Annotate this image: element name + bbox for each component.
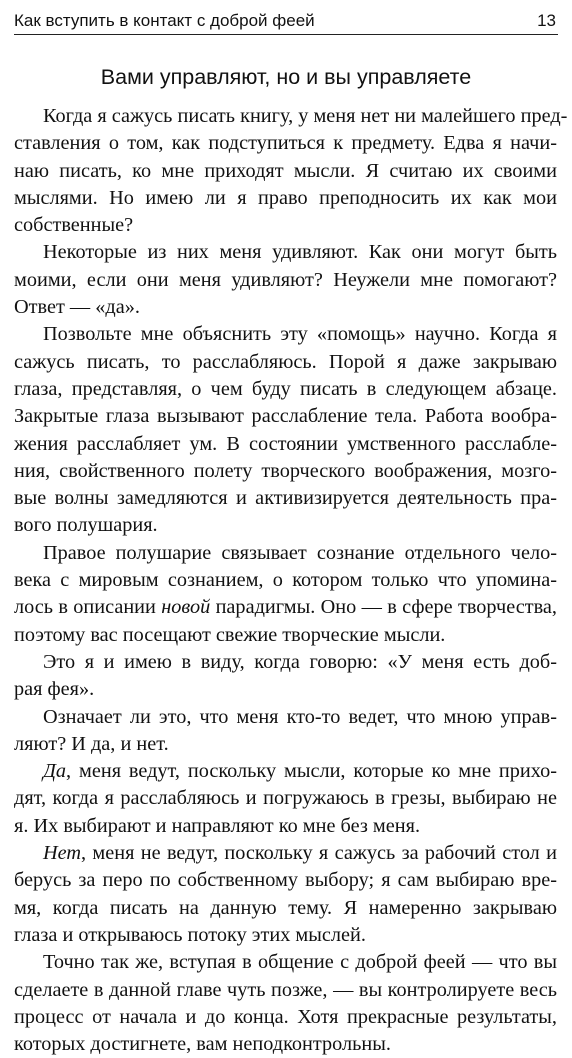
text-line: сделаете в данной главе чуть позже, — вы контролируете весь [14,978,557,1001]
section-title: Вами управляют, но и вы управляете [100,65,472,89]
text-line: рая фея». [14,678,95,701]
text-line: ляют? И да, и нет. [14,732,169,755]
text-line: века с мировым сознанием, о котором только что упомина- [14,569,557,592]
text-line [14,594,557,621]
text-fragment: Оно — в сфере творчества, [320,596,557,619]
text-line: Когда я сажусь писать книгу, у меня нет ни малейшего пред- [43,105,568,127]
text-line: берусь за перо по собственному выбору; я сам выбираю вре- [14,869,557,892]
text-line: Это я и имею в виду, когда говорю: «У меня есть доб- [43,650,557,673]
text-line: глаза и открываюсь потоку этих мыслей. [14,923,366,946]
text-line: Ответ — «да». [14,296,140,319]
body-text [14,103,568,1058]
text-line: дят, когда я расслабляюсь и погружаюсь в грезы, выбираю не [14,787,557,810]
paragraph [14,649,557,704]
text-fragment: лось в описании [14,596,162,619]
text-line: наю писать, ко мне приходят мысли. Я считаю их своими [14,159,557,182]
text-line: Некоторые из них меня удивляют. Как они могут быть [43,241,557,264]
text-line [14,840,557,867]
paragraph [14,840,557,949]
text-fragment: , меня ведут, поскольку мысли, которые ко мне прихо- [66,760,557,783]
paragraph [14,758,557,840]
text-line: которых достигнете, вам неподконтрольны. [14,1033,391,1056]
running-head-title: Как вступить в контакт с доброй феей [14,11,315,30]
text-line: ния, свойственного полету творческого воображения, мозго- [14,459,557,482]
text-line: Закрытые глаза вызывают расслабление тела. Работа вообра- [14,405,557,428]
text-line: ставления о том, как подступиться к предмету. Едва я начи- [14,132,557,155]
paragraph [14,949,557,1058]
text-fragment: , меня не ведут, поскольку я сажусь за рабочий стол и [81,842,557,865]
text-line: Позвольте мне объяснить эту «помощь» научно. Когда я [43,323,557,346]
text-line: Правое полушарие связывает сознание отдельного чело- [43,541,557,564]
paragraph [14,540,557,649]
text-line: собственные? [14,214,134,237]
italic-emphasis: Да [43,760,67,783]
text-line: процесс от начала и до конца. Хотя прекрасные результаты, [14,1005,557,1028]
text-line [14,758,557,785]
paragraph [14,239,557,321]
text-line: глаза, представляя, о чем буду писать в следующем абзаце. [14,377,557,400]
italic-emphasis: Нет [43,842,82,865]
text-fragment: парадигмы. [210,596,321,619]
paragraph [14,321,557,539]
text-line: вого полушария. [14,514,158,537]
text-line: мя, когда писать на данную тему. Я намеренно закрываю [14,896,557,919]
page-number: 13 [537,11,556,30]
text-line: Точно так же, вступая в общение с доброй феей — что вы [43,951,557,974]
text-line: Означает ли это, что меня кто-то ведет, что мною управ- [43,705,557,728]
text-line: моими, если они меня удивляют? Неужели мне помогают? [14,268,557,291]
running-head [14,8,558,35]
paragraph [14,704,557,759]
text-line: жения расслабляет ум. В состоянии умственного расслабле- [14,432,557,455]
text-line: вые волны замедляются и активизируется деятельность пра- [14,487,557,510]
text-line: мыслями. Но имею ли я право преподносить их как мои [14,186,557,209]
text-line: поэтому вас посещают свежие творческие мысли. [14,623,446,646]
italic-emphasis: новой [161,596,211,619]
paragraph [14,103,568,239]
text-line: сажусь писать, то расслабляюсь. Порой я даже закрываю [14,350,557,373]
text-line: я. Их выбирают и направляют ко мне без меня. [14,814,421,837]
